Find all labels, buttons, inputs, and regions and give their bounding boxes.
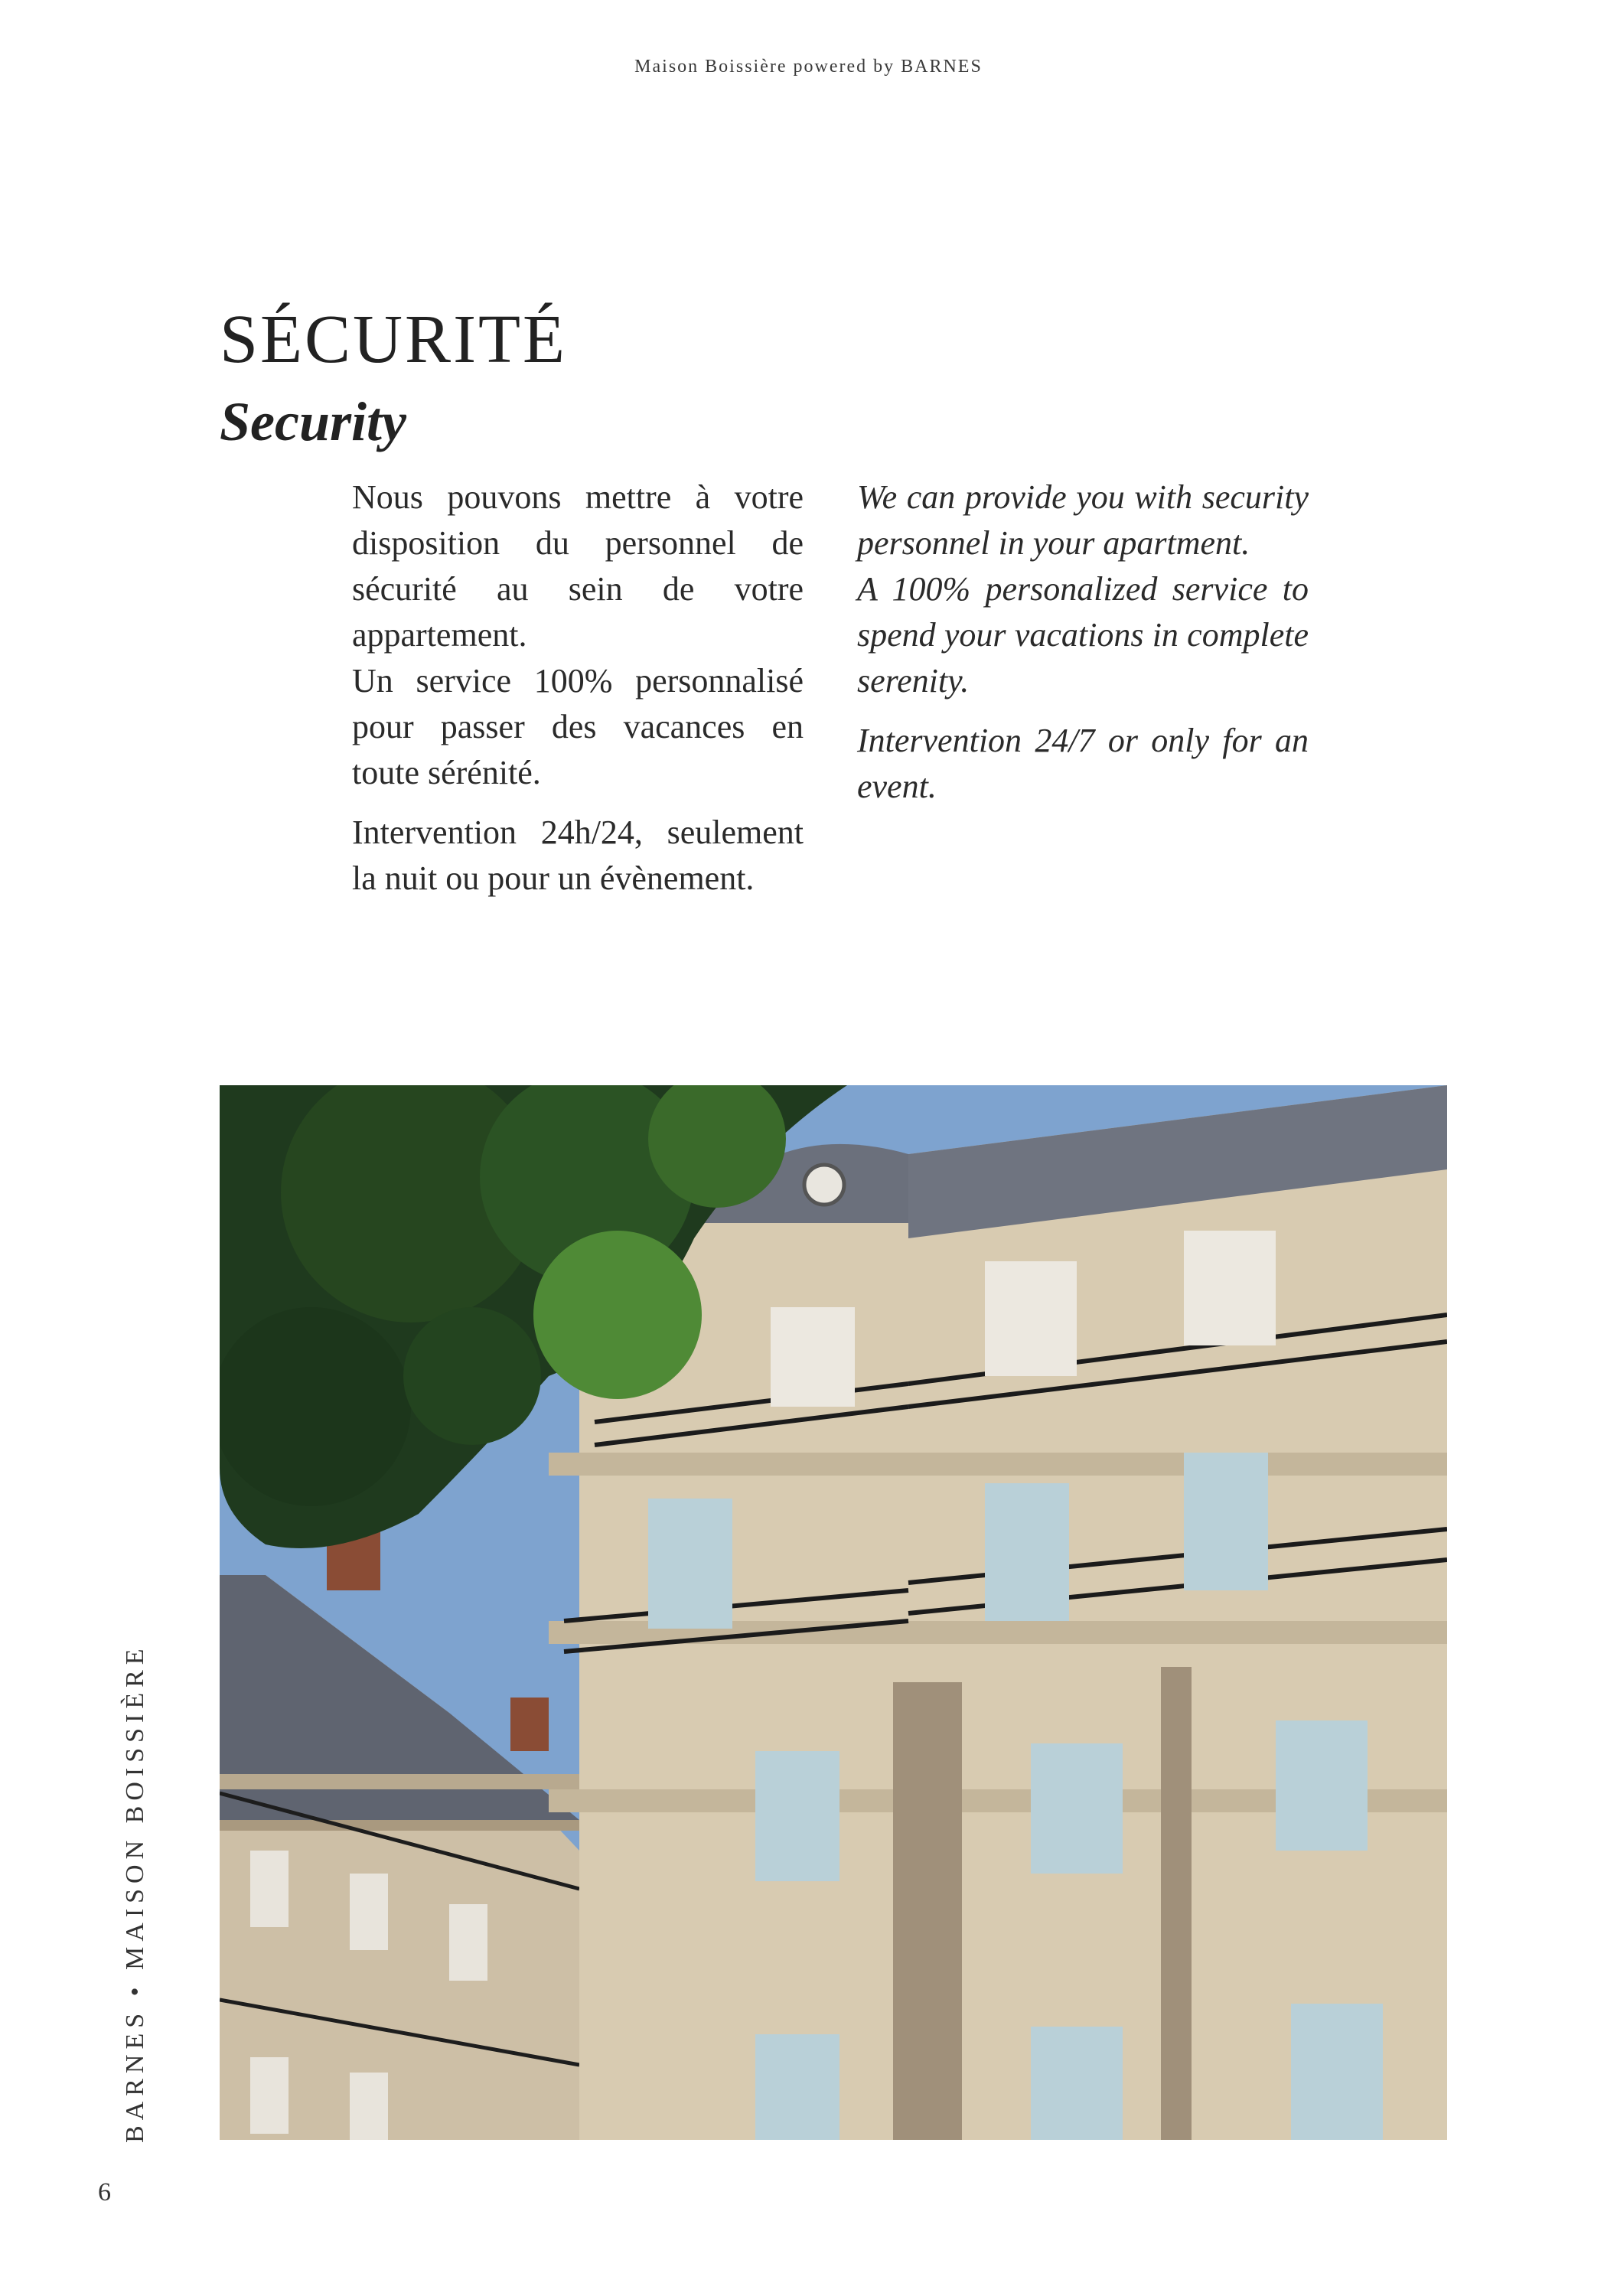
- english-paragraph-3: Intervention 24/7 or only for an event.: [857, 722, 1309, 805]
- page-number: 6: [98, 2178, 111, 2206]
- english-column: [857, 475, 1309, 823]
- section-subtitle: Security: [220, 391, 406, 452]
- building-photo: [220, 1085, 1447, 2140]
- french-paragraph-2: Un service 100% personnalisé pour passer des vacances en toute sérénité.: [352, 662, 804, 791]
- french-paragraph-3: Intervention 24h/24, seulement la nuit ou pour un évènement.: [352, 814, 804, 897]
- side-label: BARNES • MAISON BOISSIÈRE: [121, 1643, 149, 2143]
- section-title: SÉCURITÉ: [220, 302, 568, 377]
- french-paragraph-1: Nous pouvons mettre à votre disposition du personnel de sécurité au sein de votre appartement.: [352, 478, 804, 654]
- french-column: [352, 475, 804, 915]
- english-paragraph-1: We can provide you with security personnel in your apartment.: [857, 478, 1309, 562]
- english-paragraph-2: A 100% personalized service to spend your vacations in complete serenity.: [857, 570, 1309, 700]
- building-illustration: [220, 1085, 1447, 2140]
- running-head: Maison Boissière powered by BARNES: [634, 57, 983, 77]
